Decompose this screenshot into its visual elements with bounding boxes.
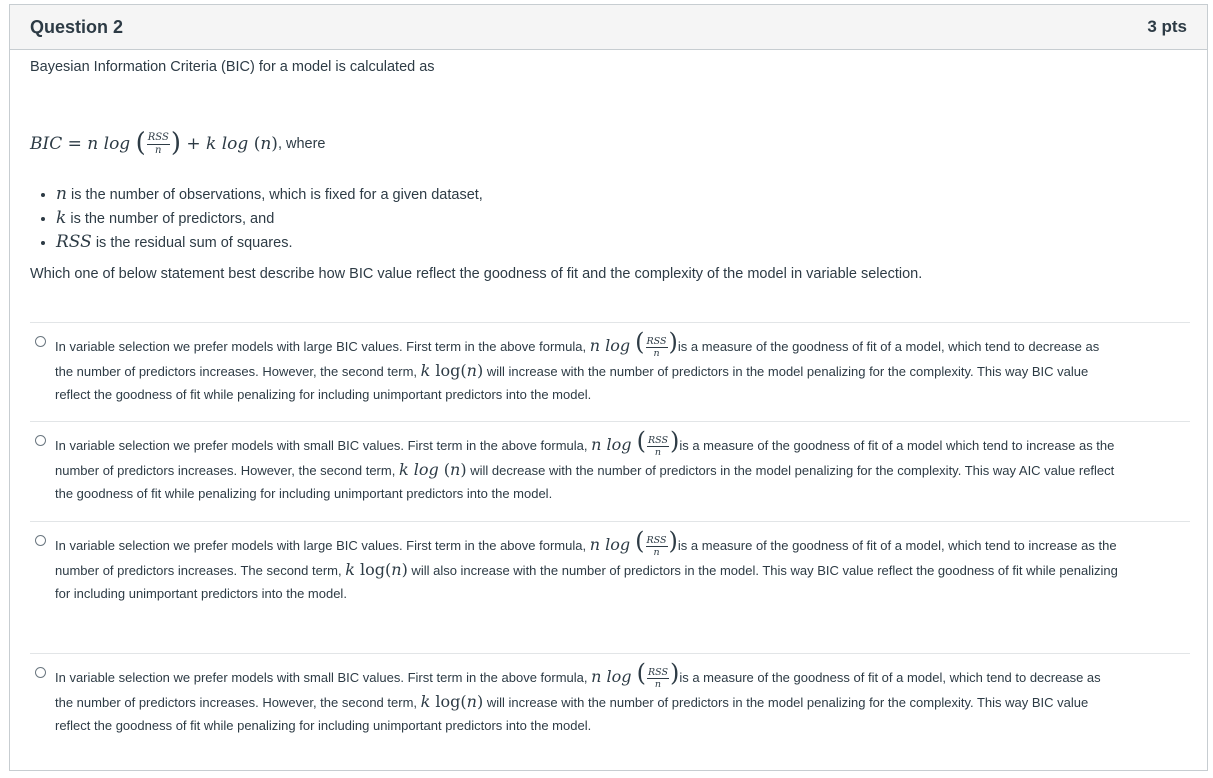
answer-radio-1[interactable] — [35, 336, 46, 347]
answer-text-2: In variable selection we prefer models with small BIC values. First term in the above formula, n log ( $\frac{\text{RSS}}{n}$ )is a measure of the goodness of fit of a model which tend to increase as the number of predictors increases. However, the second term, k log (n) will decrease with the number of predictors in the model penalizing for the complexity. This way AIC value reflect the goodness of fit while penalizing for including unimportant predictors into the model. — [55, 427, 1115, 502]
answer-text-4: In variable selection we prefer models with small BIC values. First term in the above formula, n log ( $\frac{\text{RSS}}{n}$ )is a measure of the goodness of fit of a model, which tend to decrease as the number of predictors increases. However, the second term, k log(n) will increase with the number of predictors in the model penalizing for the complexity. This way BIC value reflect the goodness of fit while penalizing for including unimportant predictors into the model. — [55, 659, 1101, 734]
question-intro: Bayesian Information Criteria (BIC) for a model is calculated as — [30, 59, 435, 75]
answer-radio-2[interactable] — [35, 435, 46, 446]
answer-text-3: In variable selection we prefer models with large BIC values. First term in the above formula, n log ( $\frac{\text{RSS}}{n}$ )is a measure of the goodness of fit of a model, which tend to increase as the number of predictors increases. The second term, k log(n) will also increase with the number of predictors in the model. This way BIC value reflect the goodness of fit while penalizing for including unimportant predictors into the model. — [55, 527, 1118, 602]
formula-math: BIC = n log — [30, 134, 136, 154]
bic-formula: BIC = n log ( $\frac{\text{RSS}}{n}$ ) + k log (n) , where — [30, 128, 326, 158]
question-title: Question 2 — [30, 16, 124, 37]
formula-where: , where — [277, 136, 326, 152]
question-prompt: Which one of below statement best describe how BIC value reflect the goodness of fit and the complexity of the model in variable selection. — [30, 266, 923, 282]
answer-option-1[interactable] — [30, 323, 1190, 421]
question-points: 3 pts — [1147, 17, 1187, 36]
answer-radio-4[interactable] — [35, 667, 46, 678]
list-item: • RSS is the residual sum of squares. — [56, 230, 483, 254]
quiz-question-card — [9, 4, 1208, 771]
list-item: • n is the number of observations, which is fixed for a given dataset, — [56, 182, 483, 206]
answer-text-1: In variable selection we prefer models with large BIC values. First term in the above formula, n log ( $\frac{\text{RSS}}{n}$ )is a measure of the goodness of fit of a model, which tend to decrease as the number of predictors increases. However, the second term, k log(n) will increase with the number of predictors in the model penalizing for the complexity. This way BIC value reflect the goodness of fit while penalizing for including unimportant predictors into the model. — [55, 328, 1100, 403]
answer-option-4[interactable] — [30, 654, 1190, 754]
answer-option-3[interactable] — [30, 522, 1190, 653]
answer-option-2[interactable] — [30, 422, 1190, 521]
answer-radio-3[interactable] — [35, 535, 46, 546]
question-header — [10, 5, 1207, 50]
definition-list — [36, 182, 483, 254]
list-item: • k is the number of predictors, and — [56, 206, 483, 230]
